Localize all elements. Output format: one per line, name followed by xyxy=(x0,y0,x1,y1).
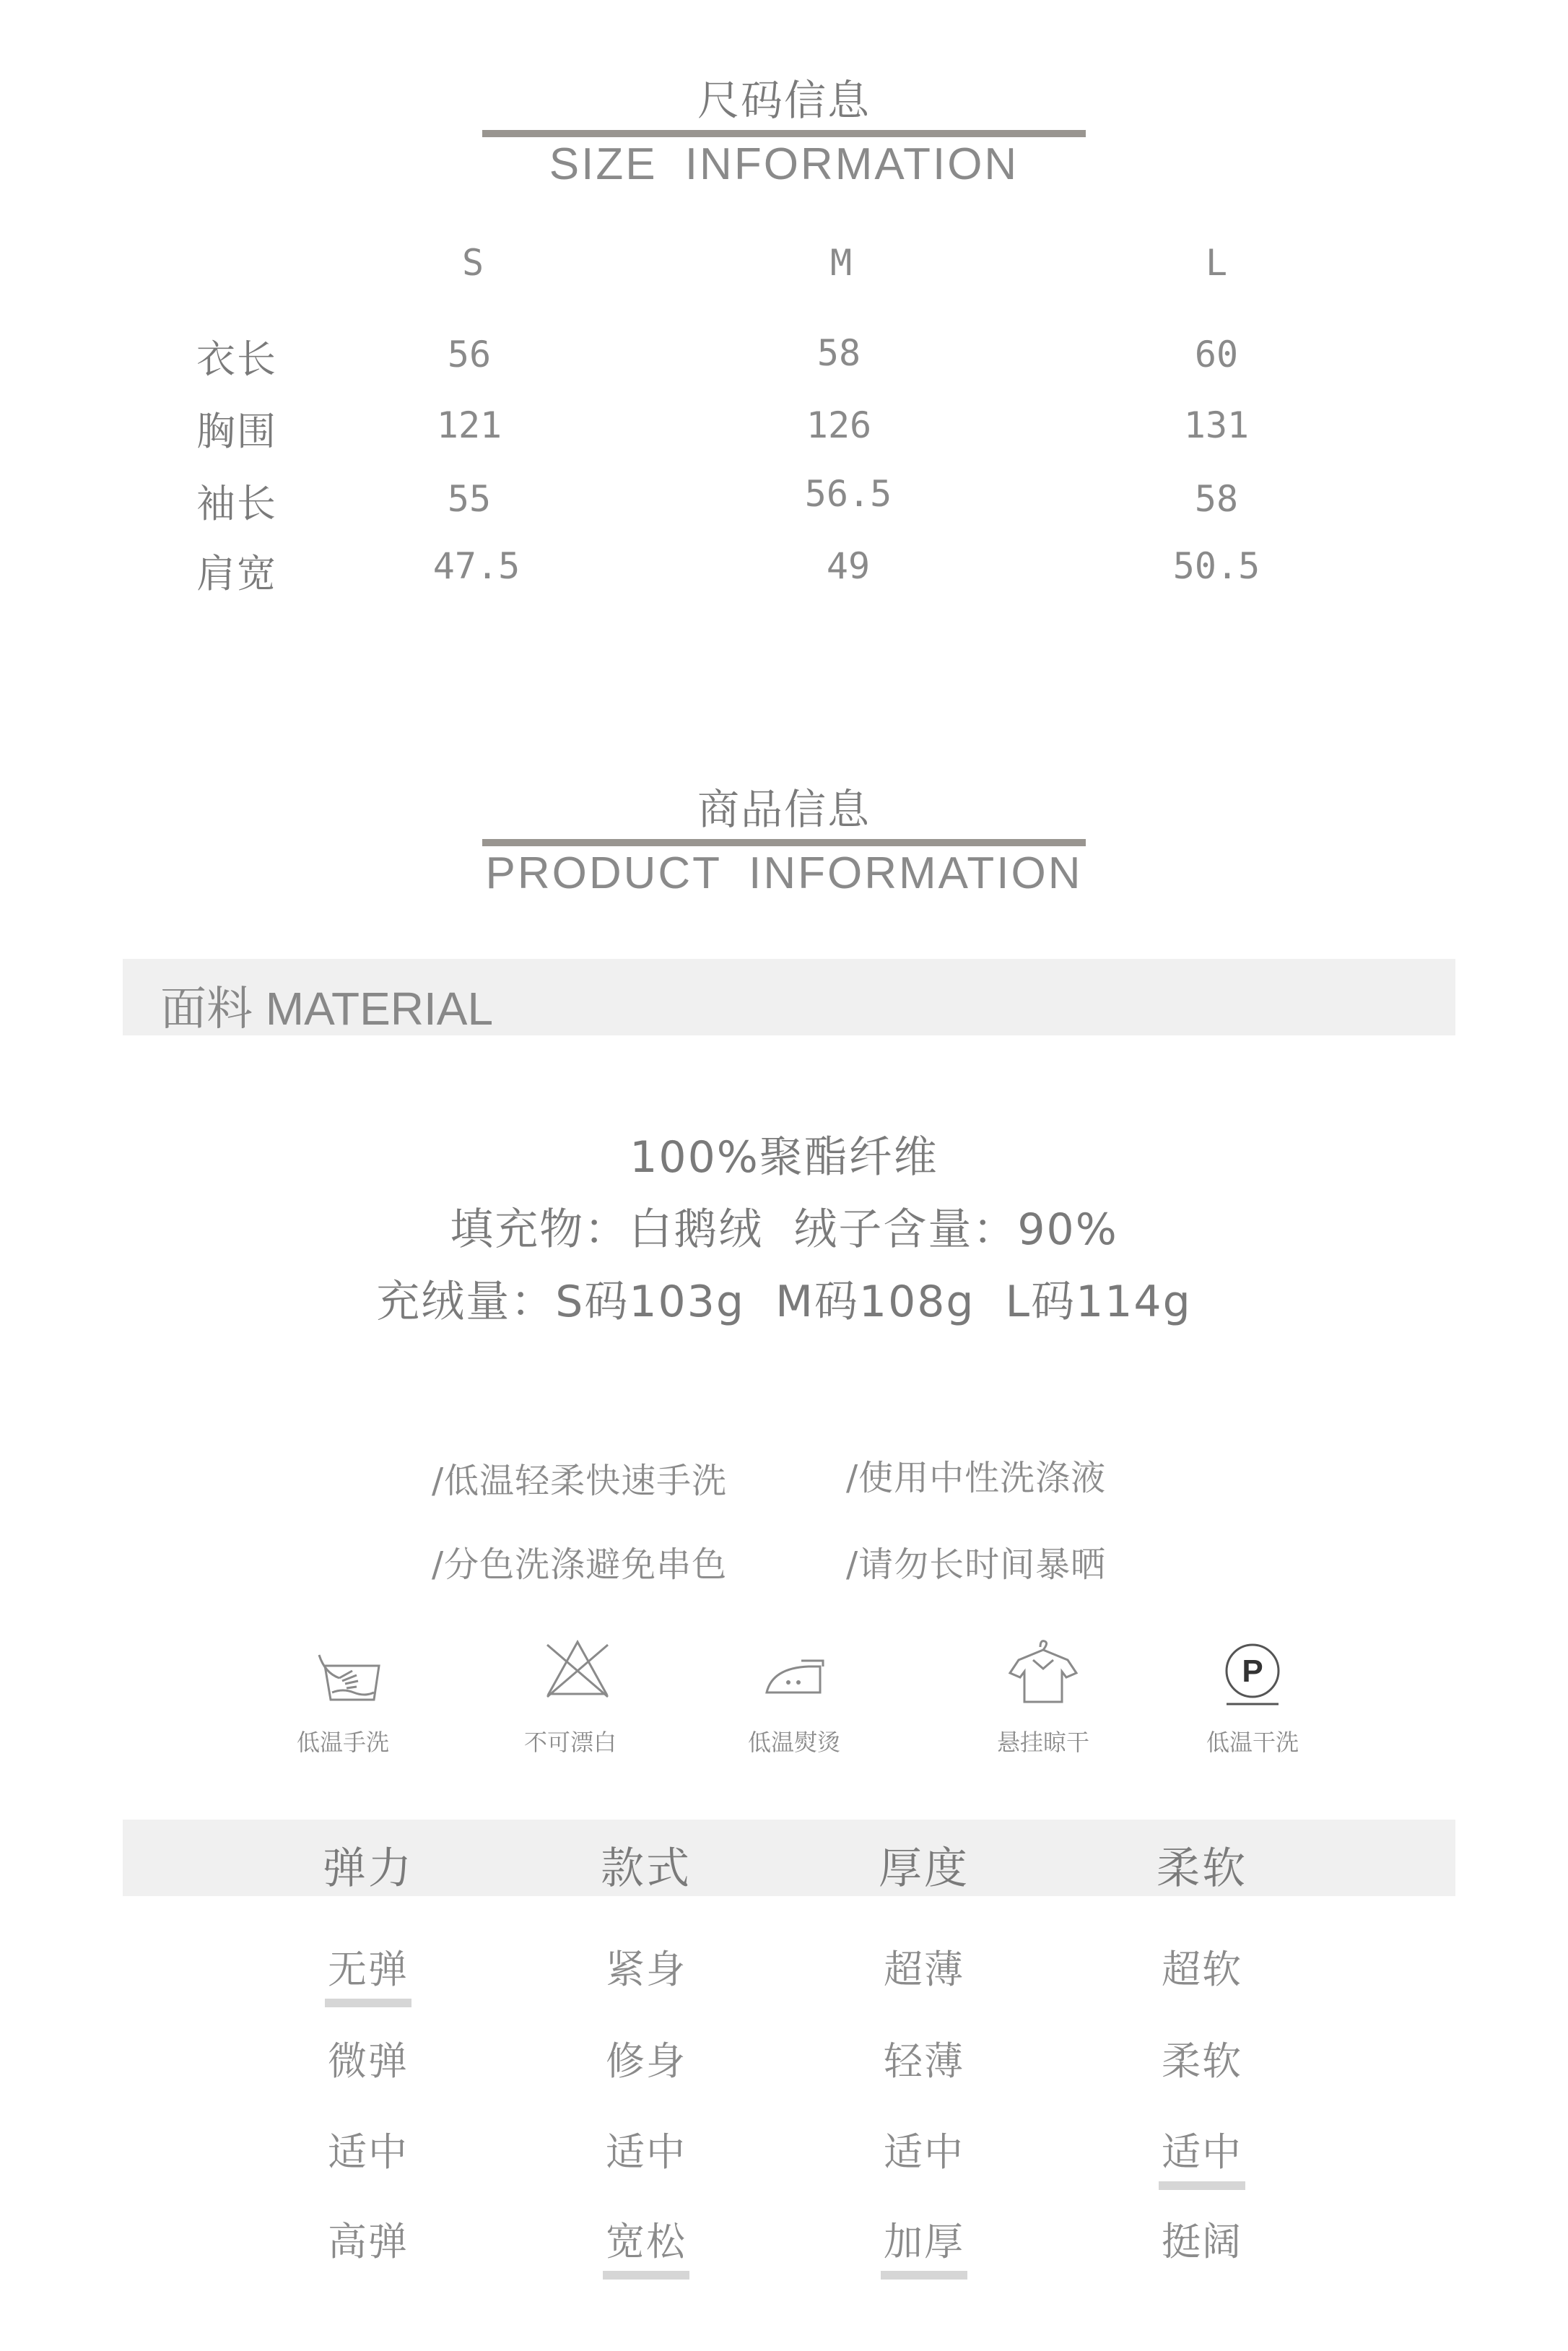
size-row-label: 袖长 xyxy=(196,481,277,526)
dry-clean-letter: P xyxy=(1242,1653,1263,1689)
dry-clean-p-icon xyxy=(1209,1633,1296,1705)
care-note: /分色洗涤避免串色 xyxy=(432,1544,728,1585)
attr-option: 微弹 xyxy=(328,2038,409,2084)
attr-option: 适中 xyxy=(606,2129,687,2175)
attr-header-softness: 柔软 xyxy=(1157,1843,1247,1894)
size-cell: 56.5 xyxy=(804,473,892,515)
care-icon-label: 悬挂晾干 xyxy=(996,1729,1089,1756)
care-icon-label: 不可漂白 xyxy=(523,1729,617,1756)
attr-option-text: 宽松 xyxy=(606,2219,687,2264)
attr-option: 轻薄 xyxy=(884,2038,964,2084)
attr-header-elasticity: 弹力 xyxy=(323,1843,414,1894)
attr-header-style: 款式 xyxy=(601,1843,692,1894)
care-icon-label: 低温干洗 xyxy=(1206,1729,1299,1756)
size-header-s: S xyxy=(461,242,484,284)
attr-option xyxy=(538,2211,754,2269)
attr-option xyxy=(1094,2121,1310,2180)
selected-underline xyxy=(1159,2181,1245,2190)
attr-option: 高弹 xyxy=(328,2219,409,2264)
care-note: /低温轻柔快速手洗 xyxy=(432,1461,728,1501)
size-header-l: L xyxy=(1205,242,1228,284)
attr-option: 修身 xyxy=(606,2038,687,2084)
care-icon-label: 低温熨烫 xyxy=(747,1729,840,1756)
care-note: /请勿长时间暴晒 xyxy=(846,1544,1107,1585)
size-cell: 50.5 xyxy=(1172,545,1260,587)
size-section-title-en: SIZE INFORMATION xyxy=(549,139,1019,189)
hand-wash-icon xyxy=(310,1641,397,1713)
attr-option xyxy=(816,2211,1032,2269)
size-row-label: 衣长 xyxy=(196,336,277,382)
product-section-title-en: PRODUCT INFORMATION xyxy=(485,848,1083,898)
attr-option-selected xyxy=(328,1939,409,1997)
attr-option: 适中 xyxy=(328,2129,409,2175)
attr-option: 超薄 xyxy=(884,1947,964,1992)
attr-option-selected xyxy=(606,2211,687,2269)
size-header-m: M xyxy=(829,242,853,284)
material-composition: 100%聚酯纤维 xyxy=(630,1132,938,1183)
attr-option-text: 无弹 xyxy=(328,1947,409,1992)
attr-option: 挺阔 xyxy=(1162,2219,1242,2264)
product-section-divider xyxy=(482,839,1086,846)
material-header-band xyxy=(123,959,1455,1035)
attr-option: 适中 xyxy=(884,2129,964,2175)
attr-option-selected xyxy=(884,2211,964,2269)
size-cell: 49 xyxy=(826,545,871,587)
attr-header-thickness: 厚度 xyxy=(879,1843,970,1894)
product-section-title-cn: 商品信息 xyxy=(697,785,871,834)
size-cell: 56 xyxy=(447,334,492,375)
size-cell: 126 xyxy=(806,404,872,446)
size-cell: 131 xyxy=(1183,404,1250,446)
size-cell: 58 xyxy=(1194,478,1239,520)
attr-option: 紧身 xyxy=(606,1947,687,1992)
size-cell: 55 xyxy=(447,478,492,520)
attr-option: 柔软 xyxy=(1162,2038,1242,2084)
selected-underline xyxy=(603,2271,689,2280)
size-section-title-cn: 尺码信息 xyxy=(697,76,871,125)
size-row-label: 胸围 xyxy=(196,409,277,454)
size-cell: 58 xyxy=(816,332,861,374)
down-fill-weight: 充绒量：S码103g M码108g L码114g xyxy=(376,1277,1192,1327)
care-icon-label: 低温手洗 xyxy=(296,1729,389,1756)
material-header: 面料 MATERIAL xyxy=(160,983,494,1035)
size-row-label: 肩宽 xyxy=(196,551,277,596)
selected-underline xyxy=(325,1999,411,2007)
selected-underline xyxy=(881,2271,967,2280)
attr-option-text: 加厚 xyxy=(884,2219,964,2264)
hang-dry-icon xyxy=(1000,1635,1086,1708)
attr-option-text: 适中 xyxy=(1162,2129,1242,2175)
size-cell: 121 xyxy=(436,404,502,446)
size-cell: 47.5 xyxy=(432,545,521,587)
filling-info: 填充物：白鹅绒 绒子含量：90% xyxy=(450,1204,1118,1255)
attr-option xyxy=(260,1939,476,1997)
attr-option-selected xyxy=(1162,2121,1242,2180)
care-note: /使用中性洗涤液 xyxy=(846,1458,1107,1498)
size-cell: 60 xyxy=(1194,334,1239,375)
iron-low-icon xyxy=(751,1648,837,1720)
attr-option: 超软 xyxy=(1162,1947,1242,1992)
size-section-divider xyxy=(482,130,1086,137)
no-bleach-icon xyxy=(534,1633,621,1705)
